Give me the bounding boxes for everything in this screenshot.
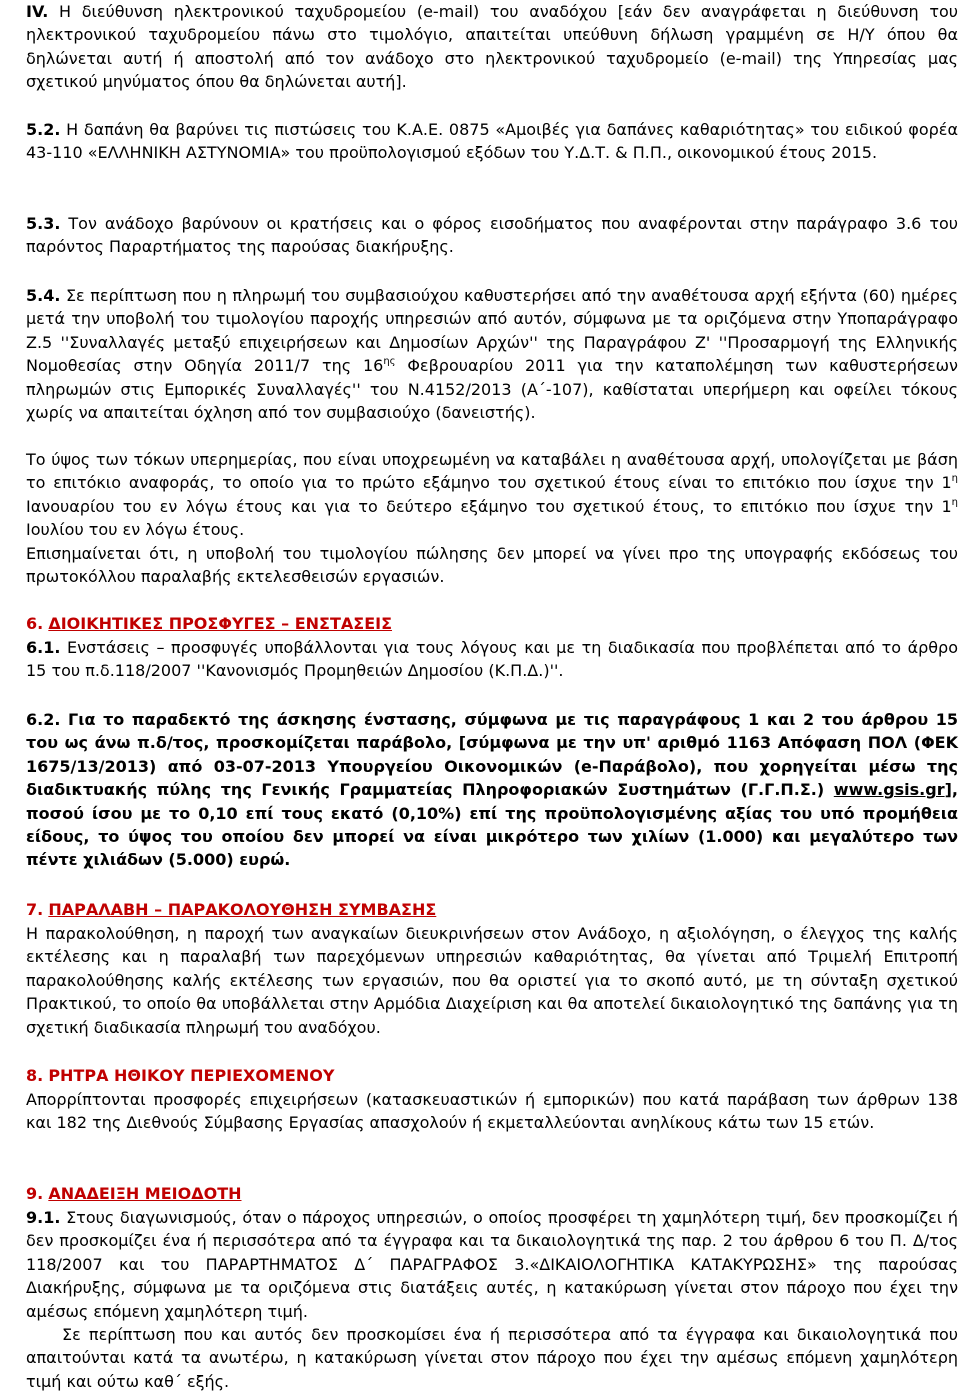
paragraph-5-2 xyxy=(26,118,958,165)
section-heading-7: 7. ΠΑΡΑΛΑΒΗ – ΠΑΡΑΚΟΛΟΥΘΗΣΗ ΣΥΜΒΑΣΗΣ xyxy=(26,900,437,919)
paragraph-number: 5.2. xyxy=(26,120,61,139)
paragraph-text: Στους διαγωνισμούς, όταν ο πάροχος υπηρεσιών, ο οποίος προσφέρει τη χαμηλότερη τιμή, δεν προσκομίζει ή δεν προσκομίζει ένα ή περισσότερα από τα έγγραφα και τα δικαιολογητικά της παρ. 2 του άρθρου 6 του Π. Δ/τος 118/2007 και του ΠΑΡΑΡΤΗΜΑΤΟΣ Δ΄ ΠΑΡΑΓΡΑΦΟΣ 3.«ΔΙΚΑΙΟΛΟΓΗΤΙΚΑ ΚΑΤΑΚΥΡΩΣΗΣ» της παρούσας Διακήρυξης, σύμφωνα με τα οριζόμενα στις διατάξεις αυτές, η κατακύρωση γίνεται στον πάροχο που έχει την αμέσως επόμενη χαμηλότερη τιμή. xyxy=(26,1208,958,1321)
paragraph-5-4: 5.4. Σε περίπτωση που η πληρωμή του συμβασιούχου καθυστερήσει από την αναθέτουσα αρχή εξήντα (60) ημέρες μετά την υποβολή του τιμολογίου παροχής υπηρεσιών από αυτόν, σύμφωνα με τα οριζόμενα στην Υποπαράγραφο Ζ.5 ''Συναλλαγές μεταξύ επιχειρήσεων και Δημοσίων Αρχών'' της Παραγράφου Ζ' ''Προσαρμογή της Ελληνικής Νομοθεσίας στην Οδηγία 2011/7 της $16^{\eta\varsigma}$ Φεβρουαρίου 2011 για την καταπολέμηση των καθυστερήσεων πληρωμών στις Εμπορικές Συναλλαγές'' του Ν.4152/2013 (Α΄-107), καθίσταται υπερήμερη και οφείλει τόκους χωρίς να απαιτείται όχληση από τον συμβασιούχο (δανειστής). xyxy=(26,286,958,423)
paragraph-8: Απορρίπτονται προσφορές επιχειρήσεων (κατασκευαστικών ή εμπορικών) που κατά παράβαση των άρθρων 138 και 182 της Διεθνούς Σύμβασης Εργασίας απασχολούν ή εκμεταλλεύονται ανηλίκους κάτω των 15 ετών. xyxy=(26,1090,958,1133)
section-heading-6: 6. ΔΙΟΙΚΗΤΙΚΕΣ ΠΡΟΣΦΥΓΕΣ – ΕΝΣΤΑΣΕΙΣ xyxy=(26,614,393,633)
paragraph-text: Ενστάσεις – προσφυγές υποβάλλονται για τους λόγους και με τη διαδικασία που προβλέπεται από το άρθρο 15 του π.δ.118/2007 ''Κανονισμός Προμηθειών Δημοσίου (Κ.Π.Δ.)''. xyxy=(26,638,958,681)
paragraph-text: Τον ανάδοχο βαρύνουν οι κρατήσεις και ο φόρος εισοδήματος που αναφέρονται στην παράγραφο 3.6 του παρόντος Παραρτήματος της παρούσας διακήρυξης. xyxy=(26,214,958,257)
paragraph-number: IV. xyxy=(26,2,49,21)
section-heading-9: 9. ΑΝΑΔΕΙΞΗ ΜΕΙΟΔΟΤΗ xyxy=(26,1184,242,1203)
gsis-link[interactable]: www.gsis.gr xyxy=(833,780,945,800)
paragraph-6-2: 6.2. Για το παραδεκτό της άσκησης ένστασης, σύμφωνα με τις παραγράφους 1 και 2 του άρθρου 15 του ως άνω π.δ/τος, προσκομίζεται παράβολο, [σύμφωνα με την υπ' αριθμό 1163 Απόφαση ΠΟΛ (ΦΕΚ 1675/13/2013) από 03-07-2013 Υπουργείου Οικονομικών (e-Παράβολο), που χορηγείται μέσω της διαδικτυακής πύλης της Γενικής Γραμματείας Πληροφοριακών Συστημάτων (Γ.Γ.Π.Σ.) www.gsis.gr], ποσού ίσου με το 0,10 επί τους εκατό (0,10%) επί της προϋπολογισμένης αξίας του υπό προμήθεια είδους, το ύψος του οποίου δεν μπορεί να είναι μικρότερο των χιλίων (1.000) και μεγαλύτερο των πέντε χιλιάδων (5.000) ευρώ. xyxy=(26,710,958,870)
paragraph-9-1 xyxy=(26,1206,958,1323)
paragraph-7: Η παρακολούθηση, η παροχή των αναγκαίων διευκρινήσεων στον Ανάδοχο, η αξιολόγηση, ο έλεγχος της καλής εκτέλεσης και η παραλαβή των παρεχόμενων υπηρεσιών καθαριότητας, θα γίνεται από Τριμελή Επιτροπή παρακολούθησης καλής εκτέλεσης των εργασιών, που θα οριστεί για το σκοπό αυτό, με τη σύνταξη σχετικού Πρακτικού, το οποίο θα υποβάλλεται στην Αρμόδια Διαχείριση και θα αποτελεί δικαιολογητικό της δαπάνης για τη σχετική διαδικασία πληρωμή του αναδόχου. xyxy=(26,924,958,1037)
paragraph-number: 5.4. xyxy=(26,286,61,305)
paragraph-text: Η δαπάνη θα βαρύνει τις πιστώσεις του Κ.Α.Ε. 0875 «Αμοιβές για δαπάνες καθαριότητας» του ειδικού φορέα 43-110 «ΕΛΛΗΝΙΚΗ ΑΣΤΥΝΟΜΙΑ» του προϋπολογισμού εξόδων του Υ.Δ.Τ. & Π.Π., οικονομικού έτους 2015. xyxy=(26,120,958,163)
paragraph-number: 5.3. xyxy=(26,214,61,233)
paragraph-9-2: Σε περίπτωση που και αυτός δεν προσκομίσει ένα ή περισσότερα από τα έγγραφα και δικαιολογητικά που απαιτούνται κατά τα ανωτέρω, η κατακύρωση γίνεται στον πάροχο που έχει την αμέσως επόμενη χαμηλότερη τιμή και ούτω καθ΄ εξής. xyxy=(26,1325,958,1391)
paragraph-6-1 xyxy=(26,636,958,683)
paragraph-number: 6.1. xyxy=(26,638,61,657)
paragraph-iv xyxy=(26,0,958,94)
paragraph-text: Η διεύθυνση ηλεκτρονικού ταχυδρομείου (e-mail) του αναδόχου [εάν δεν αναγράφεται η διεύθυνση του ηλεκτρονικού ταχυδρομείου πάνω στο τιμολόγιο, απαιτείται υπεύθυνη δήλωση γραμμένη σε Η/Υ όπου θα δηλώνεται αυτή ή αποστολή από τον ανάδοχο στο ηλεκτρονικού ταχυδρομείο (e-mail) της Υπηρεσίας μας σχετικού μηνύματος όπου θα δηλώνεται αυτή]. xyxy=(26,2,958,92)
paragraph-5-3 xyxy=(26,212,958,259)
paragraph-number: 9.1. xyxy=(26,1208,61,1227)
paragraph-interest-rate: Το ύψος των τόκων υπερημερίας, που είναι υποχρεωμένη να καταβάλει η αναθέτουσα αρχή, υπολογίζεται με βάση το επιτόκιο αναφοράς, το οποίο για το πρώτο εξάμηνο του σχετικού έτους είναι το επιτόκιο που ίσχυε την $1^\eta$ Ιανουαρίου του εν λόγω έτους και για το δεύτερο εξάμηνο του σχετικού έτους, το επιτόκιο που ίσχυε την $1^\eta$ Ιουλίου του εν λόγω έτους. xyxy=(26,450,958,540)
paragraph-note: Επισημαίνεται ότι, η υποβολή του τιμολογίου πώλησης δεν μπορεί να γίνει προ της υπογραφής εκδόσεως του πρωτοκόλλου παραλαβής εκτελεσθεισών εργασιών. xyxy=(26,544,958,587)
section-heading-8: 8. ΡΗΤΡΑ ΗΘΙΚΟΥ ΠΕΡΙΕΧΟΜΕΝΟΥ xyxy=(26,1066,335,1085)
